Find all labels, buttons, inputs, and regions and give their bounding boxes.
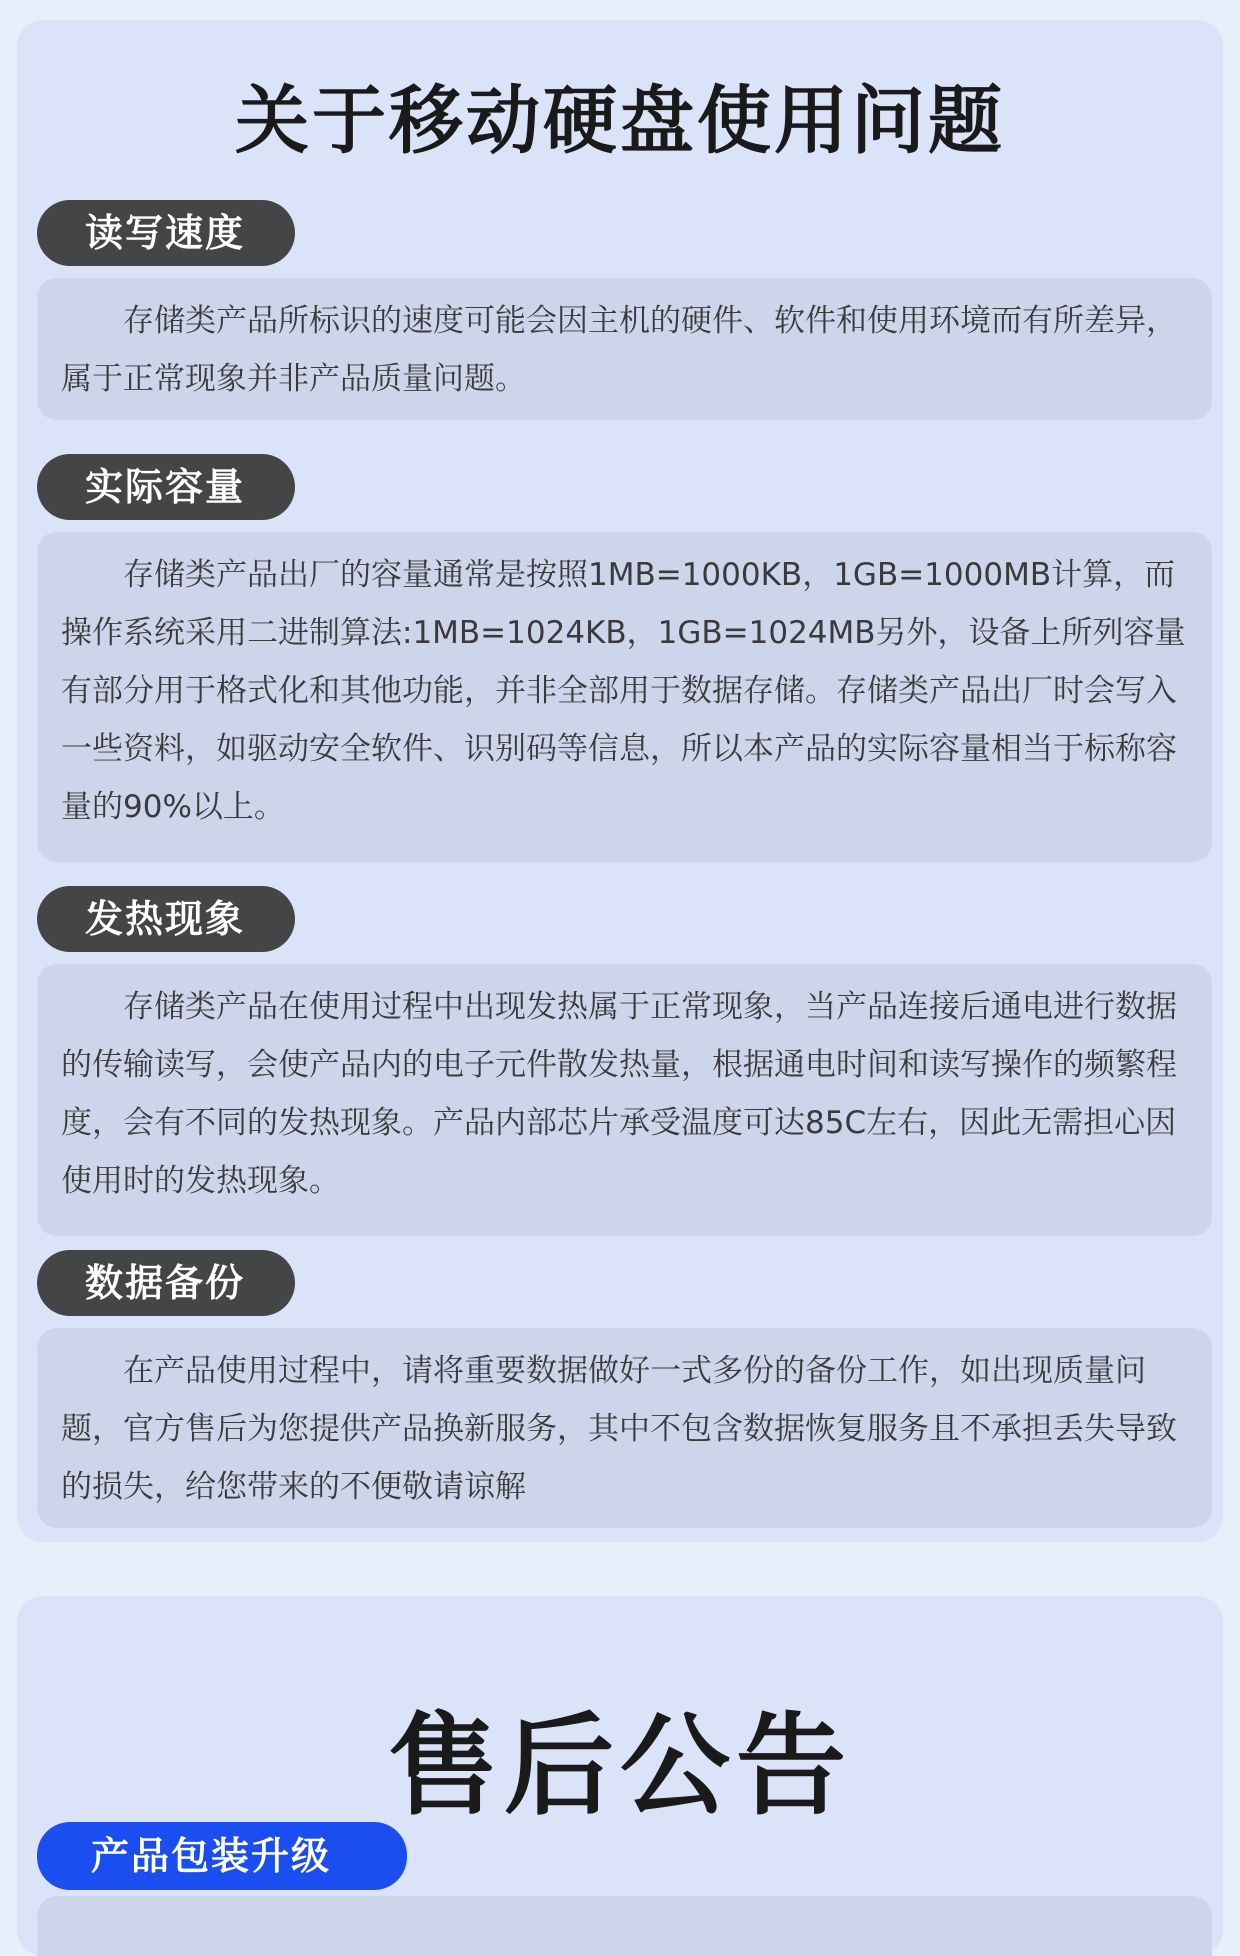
heading-heat: 发热现象	[37, 886, 295, 952]
card-actual-capacity	[37, 532, 1212, 862]
heading-data-backup: 数据备份	[37, 1250, 295, 1316]
after-sales-panel	[17, 1596, 1223, 1956]
heading-read-write-speed: 读写速度	[37, 200, 295, 266]
card-packaging-upgrade	[37, 1896, 1212, 1956]
card-read-write-speed	[37, 278, 1212, 420]
heading-actual-capacity: 实际容量	[37, 454, 295, 520]
heading-packaging-upgrade: 产品包装升级	[37, 1822, 407, 1890]
usage-issues-title: 关于移动硬盘使用问题	[235, 78, 1005, 164]
text-heat: 存储类产品在使用过程中出现发热属于正常现象，当产品连接后通电进行数据的传输读写，会使产品内的电子元件散发热量，根据通电时间和读写操作的频繁程度，会有不同的发热现象。产品内部芯片承受温度可达85C左右，因此无需担心因使用时的发热现象。	[61, 989, 1177, 1199]
text-data-backup: 在产品使用过程中，请将重要数据做好一式多份的备份工作，如出现质量问题，官方售后为您提供产品换新服务，其中不包含数据恢复服务且不承担丢失导致的损失，给您带来的不便敬请谅解	[61, 1353, 1177, 1505]
card-heat	[37, 964, 1212, 1236]
after-sales-title: 售后公告	[388, 1702, 852, 1830]
text-actual-capacity: 存储类产品出厂的容量通常是按照1MB=1000KB，1GB=1000MB计算，而操作系统采用二进制算法:1MB=1024KB，1GB=1024MB另外，设备上所列容量有部分用于格式化和其他功能，并非全部用于数据存储。存储类产品出厂时会写入一些资料，如驱动安全软件、识别码等信息，所以本产品的实际容量相当于标称容量的90%以上。	[61, 557, 1186, 825]
card-data-backup	[37, 1328, 1212, 1528]
usage-issues-panel	[17, 20, 1223, 1542]
text-read-write-speed: 存储类产品所标识的速度可能会因主机的硬件、软件和使用环境而有所差异，属于正常现象并非产品质量问题。	[61, 303, 1177, 397]
